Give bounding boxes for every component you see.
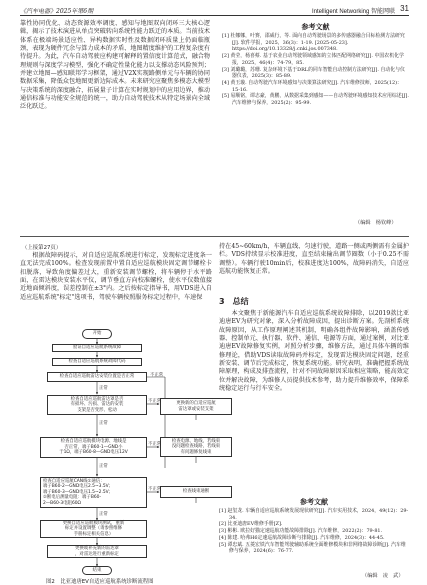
editor-note-top: （编辑 杨钦峰） — [355, 220, 397, 226]
page-number: 31 — [400, 4, 409, 13]
flow-step-check-can: 检查自适应巡航CAN线①通信： 端子B60-2—GND电压2.5~3.5V； 端子B60-3—GND电压1.5~2.5V； ②断电后测量电阻：端子B60- 2—B60-3电阻60Ω — [40, 477, 147, 508]
reference-item: [4] 黄玉璇. 自动驾驶汽车环境感知与决策算法研究[J]. 汽车维修技师，2025(12)：15-16. — [222, 79, 402, 93]
flow-label-ok: 正常 — [99, 512, 108, 517]
flow-end: 结束 — [82, 566, 112, 575]
flow-label-ng: 不正常 — [150, 373, 164, 378]
flow-step-check-cover: 检查自适应巡航雷达罩是否 有损坏、污损、雷达的安装 支架是否变形、松动 — [47, 395, 147, 415]
left-body-paragraph: 根据故障码提示，对自适应巡航系统进行标定，发现标定进度条一直无法完成100%。检查发现前置中置自适应巡航模块固定调节螺栓卡扣脱落，导致角度偏差过大，重新安装调节螺栓，将车辆停于水平路面，在雷达模块安装水平仪，调节垂直方向校准螺栓，使水平仪数值接近地面倾斜度，误差控制在±3°内。之后按标定指导书，用VDS进入自适应巡航系统"标定"选项书，驾驶车辆按照服务标定过程中，车速保 — [20, 252, 212, 301]
section-title: Intelligent Networking 智能网联 — [311, 9, 395, 15]
flow-label-ok: 正常 — [99, 464, 108, 469]
reference-item: [3] 刘璐璐，苏珊. 复杂环境下基于DRL的同车智能自动控制方法研究[J]. 自动化与仪器仪表，2025(3)：85-89. — [222, 66, 405, 80]
flow-label-ok: 正常 — [99, 421, 108, 426]
references-list-bottom — [219, 508, 409, 555]
magazine-issue: 《汽车电器》2025年第6期 — [20, 8, 94, 15]
flow-step-check-code: 检查自适应巡航系统故障代码 — [52, 358, 142, 366]
figure-caption: 图2 比亚迪唐EV自适应巡航系统诊断流程图 — [46, 579, 154, 585]
flow-start: 开始 — [82, 329, 112, 339]
flow-label-ok: 正常 — [99, 386, 108, 391]
section-title: 总结 — [232, 297, 249, 306]
flow-step-fix-cover: 更换新的自适应巡航 雷达罩或安装支架 — [160, 398, 232, 415]
section-number: 3 — [219, 297, 225, 306]
flow-step-check-power: 检查自适应巡航模块电源、地线是 否正常，端子B60-1—GND小 于1Ω，端子B60-8—GND电压12V — [40, 437, 147, 458]
reference-item: [5] 谭忠斌. 五菱宏铁汽车智能驾驶辅助系统全面维修模块和非网络故障诊断[J]. 汽车维修与保养，2024(6)：76-77. — [219, 541, 406, 555]
flow-label-ng: 不正常 — [148, 442, 162, 447]
flow-step-verify: 验证自适应巡航系统故障 — [52, 344, 142, 352]
references-title: 参考文献 — [301, 23, 330, 31]
references-title: 参考文献 — [300, 498, 328, 506]
flow-label-ng: 不正常 — [148, 487, 162, 492]
flow-step-fix-can: 检查线束通断 — [160, 486, 232, 498]
flow-label-ng: 不正常 — [148, 399, 162, 404]
reference-item: [5] 易顺铭，谭志豪，黄鹏，从数据采集到感知——自动驾驶环境感知技术应用综述[J]. 汽车维修与保养，2025(2)：95-99. — [222, 93, 409, 107]
top-left-paragraph: 靠性协同优化、动态资源效率调度、感知与地图双向闭环三大核心逻辑，揭示了技术演进从单点突破转向系统性能力跃迁的本质。当前技术体系在极端场景适应性、异构数据实时性及数据闭环质量上仍面临瓶颈，表现为硬件冗余与算力成本的矛盾、地图精度维护的工程复杂度有待提升。为此，汽车自动驾驶应构建可解释的置信度计算范式，融合物理规则与深度学习模型，强化不确定性量化能力以支撑动态风险预判；并建立地图—感知联邦学习框架，通过V2X实现路侧单元与车辆的协同数据采集，降低众包地图更新边际成本。未来研究应聚焦多模态大模型与决策系统的深度融合，拓展量子计算在实时规划中的应用边界，推动通信标准与功能安全规范的统一，助力自动驾驶技术从特定场景向全域泛化跃迁。 — [20, 20, 210, 111]
reference-item: [4] 陈建. 哈弗H6定速巡航故障诊断与排除[J]. 汽车维修，2024(3)：44-45. — [219, 534, 385, 541]
editor-note-bottom: （编辑 凌 武） — [362, 573, 404, 579]
summary-paragraph: 本文聚焦于新能源汽车自适应巡航系统故障排除，以2019款比亚迪唐EV为研究对象，深入分析故障成因，提出诊断方案。先剖析系统故障原因，从工作原理阐述其机制，明确各组件故障影响，涵盖传感器、控制单元、执行器、软件、通信、电源等方面，通过案例，对比亚迪唐EV故障修复实例，对照分析步骤，维修方法，通过具体车辆的维修理论，借助VDS读取故障码并标定，发现雷达模块固定问题，经重新安装、调节后完成标定，恢复系统功能。研究表明，准确把握系统故障原理，构成及排查流程，针对不同故障原因采取相应策略，能高效定位并解决故障，为维修人员提供技术参考，助力提升维修效率，保障系统稳定运行与行车安全。 — [219, 310, 409, 393]
flow-step-fix-power: 检查电源、地线，若线束 没问题检查线路，若线束 有问题修复线束 — [160, 437, 232, 457]
reference-item: [1] 杜娜娜，叶赛，邵威行，等. 面向自动驾驶场景的多传感器融合目标检测方法研究[J]. 软件学报，2025，36(3)：1-19. [2025-05-23]. https://doi.org/10.13328/j.cnki.jos.007348. — [222, 33, 405, 53]
reference-item: [2] 黄莹，杨喜蔡. 基于农业自动驾驶领域感知的立体匹配网络研究[J]. 中国农机化学报，2025，46(4)：74-79，85. — [222, 53, 404, 66]
flow-step-check-install: 检查自适应巡航雷达安装位置是否正常 — [47, 372, 147, 382]
flow-step-recalibrate: 更换或补充新的雷达罩 ，对雷达进行重新标定 — [47, 545, 147, 558]
continuation-note: （上接第27页） — [22, 245, 62, 251]
flow-step-replace-module: 更换自适应巡航模块测试，重新 标定并设置调整（请参照维修 手册标定相关信息） — [40, 520, 147, 538]
reference-item: [2] 比亚迪唐EV维修手册[Z]. — [219, 521, 283, 528]
reference-item: [3] 彬彬. 欧拉好猫定速巡航功能故障排除[J]. 汽车维修，2022(2)：79-81. — [219, 528, 383, 535]
right-body-paragraph: 持在45~60km/h，车辆直线、匀速行驶，道路一侧或两侧需有金属护栏。VDS持续显示校准进度，直至结束输出调节圈数（小于0.25不需调整）。车辆行驶10min后，校准进度达100%，故障码消失，自适应巡航功能恢复正常。 — [219, 243, 409, 276]
reference-item: [1] 赵玺龙. 车辆自适应巡航系统发展现状研究[J]. 汽车实用技术，2024，49(12)：29-34. — [219, 508, 409, 521]
summary-heading — [219, 296, 249, 307]
